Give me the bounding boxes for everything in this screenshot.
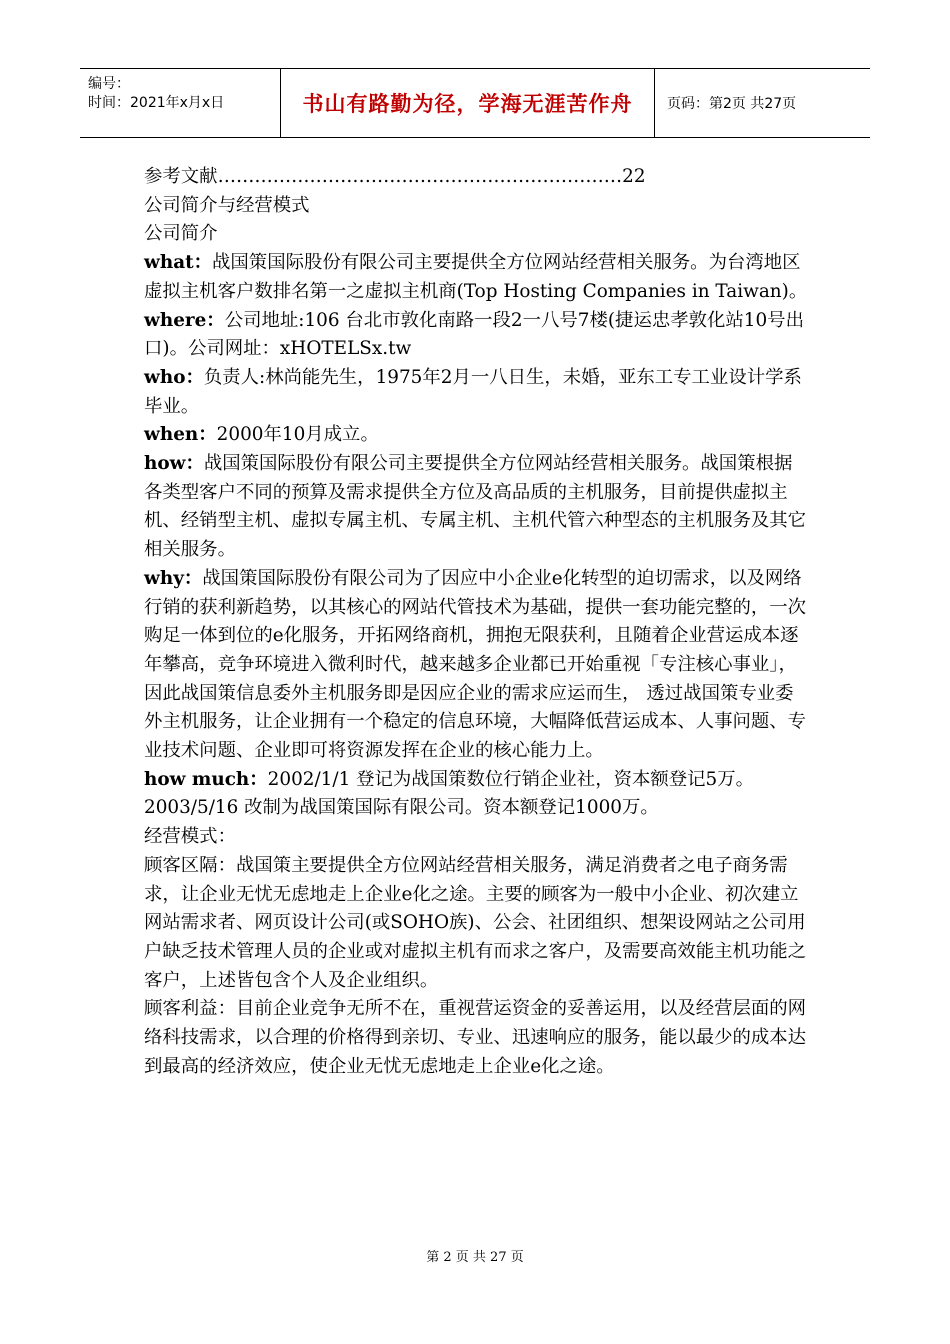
where-text: 公司地址:106 台北市敦化南路一段2一八号7楼(捷运忠孝敦化站10号出口)。公司网址：xHOTELSx.tw (144, 309, 804, 360)
document-body (144, 163, 810, 1082)
when-label: when： (144, 424, 217, 446)
toc-reference-line: 参考文献…………………………………………………………22 (144, 166, 646, 187)
paragraph-how-much (144, 766, 810, 823)
why-text: 战国策国际股份有限公司为了因应中小企业e化转型的迫切需求，以及网络行销的获利新趋势，以其核心的网站代管技术为基础，提供一套功能完整的，一次购足一体到位的e化服务，开拓网络商机，拥抱无限获利，且随着企业营运成本逐年攀高，竞争环境进入微利时代，越来越多企业都已开始重视「专注核心事业」，因此战国策信息委外主机服务即是因应企业的需求应运而生， 透过战国策专业委外主机服务，让企业拥有一个稳定的信息环境，大幅降低营运成本、人事问题、专业技术问题、企业即可将资源发挥在企业的核心能力上。 (144, 567, 807, 762)
how-label: how： (144, 453, 204, 475)
time-label: 时间：2021年x月x日 (88, 95, 225, 111)
paragraph-what (144, 249, 810, 306)
paragraph-why (144, 565, 810, 766)
paragraph-how (144, 450, 810, 565)
when-text: 2000年10月成立。 (216, 424, 379, 446)
section-title: 公司简介与经营模式 (144, 194, 310, 216)
document-header (80, 68, 870, 138)
header-page-info: 页码：第2页 共27页 (667, 96, 797, 112)
paragraph-customer-benefit: 顾客利益：目前企业竞争无所不在，重视营运资金的妥善运用，以及经营层面的网络科技需求，以合理的价格得到亲切、专业、迅速响应的服务，能以最少的成本达到最高的经济效应，使企业无忧无虑地走上企业e化之途。 (144, 998, 807, 1077)
what-text: 战国策国际股份有限公司主要提供全方位网站经营相关服务。为台湾地区虚拟主机客户数排名第一之虚拟主机商(Top Hosting Companies in Taiwan)。 (144, 252, 808, 302)
who-text: 负责人:林尚能先生，1975年2月一八日生，未婚，亚东工专工业设计学系毕业。 (144, 366, 802, 417)
page-footer: 第 2 页 共 27 页 (426, 1250, 524, 1265)
why-label: why： (144, 567, 203, 589)
paragraph-where (144, 307, 810, 364)
header-motto: 书山有路勤为径，学海无涯苦作舟 (281, 69, 655, 137)
howmuch-text: 2002/1/1 登记为战国策数位行销企业社，资本额登记5万。2003/5/16 改制为战国策国际有限公司。资本额登记1000万。 (144, 768, 755, 819)
how-text: 战国策国际股份有限公司主要提供全方位网站经营相关服务。战国策根据各类型客户不同的预算及需求提供全方位及高品质的主机服务，目前提供虚拟主机、经销型主机、虚拟专属主机、专属主机、主机代管六种型态的主机服务及其它相关服务。 (144, 453, 807, 561)
paragraph-customer-segment: 顾客区隔：战国策主要提供全方位网站经营相关服务，满足消费者之电子商务需求，让企业无忧无虑地走上企业e化之途。主要的顾客为一般中小企业、初次建立网站需求者、网页设计公司(或SOHO族)、公会、社团组织、想架设网站之公司用户缺乏技术管理人员的企业或对虚拟主机有而求之客户，及需要高效能主机功能之客户，上述皆包含个人及企业组织。 (144, 854, 807, 991)
paragraph-who (144, 364, 810, 421)
what-label: what： (144, 252, 213, 274)
business-model-title: 经营模式： (144, 826, 236, 848)
subsection-title: 公司简介 (144, 223, 218, 245)
code-label: 编号： (88, 76, 130, 92)
paragraph-when (144, 421, 810, 450)
header-meta-cell (80, 69, 281, 137)
howmuch-label: how much： (144, 768, 268, 790)
who-label: who： (144, 366, 204, 388)
where-label: where： (144, 309, 225, 331)
